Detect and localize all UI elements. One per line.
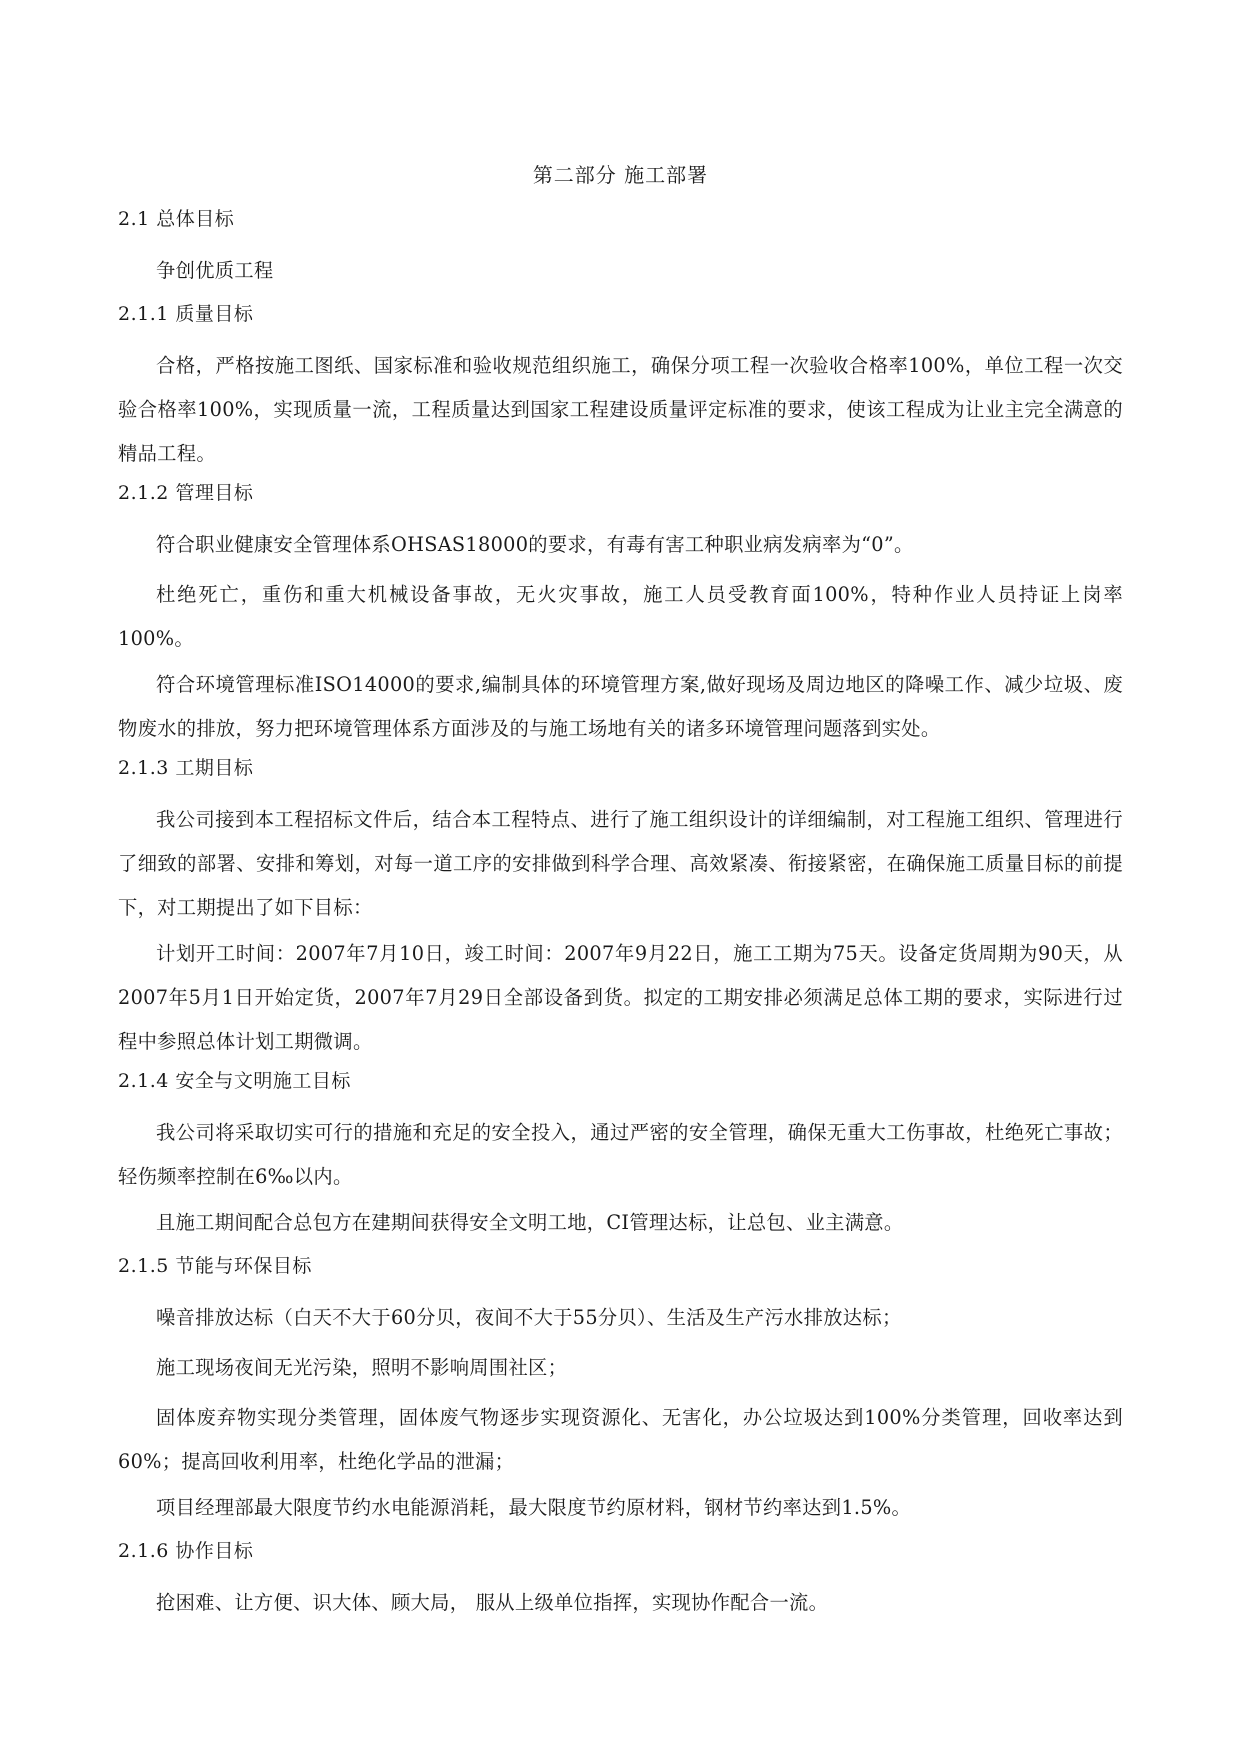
section-paragraph: 符合职业健康安全管理体系OHSAS18000的要求，有毒有害工种职业病发病率为“0”。 [156,533,914,556]
section-heading: 2.1.3 工期目标 [118,757,254,779]
section-paragraph: 项目经理部最大限度节约水电能源消耗，最大限度节约原材料，钢材节约率达到1.5%。 [156,1496,912,1519]
section-paragraph: 杜绝死亡，重伤和重大机械设备事故，无火灾事故，施工人员受教育面100%，特种作业人员持证上岗率100%。 [118,583,1123,650]
section-paragraph: 我公司接到本工程招标文件后，结合本工程特点、进行了施工组织设计的详细编制，对工程施工组织、管理进行了细致的部署、安排和筹划，对每一道工序的安排做到科学合理、高效紧凑、衔接紧密，在确保施工质量目标的前提下，对工期提出了如下目标： [118,808,1123,919]
section-heading: 2.1.4 安全与文明施工目标 [118,1070,351,1092]
document-title: 第二部分 施工部署 [532,163,709,187]
section-heading: 2.1.6 协作目标 [118,1540,254,1562]
section-energy-environment-goal [118,1251,1123,1530]
section-paragraph: 固体废弃物实现分类管理，固体废气物逐步实现资源化、无害化，办公垃圾达到100%分类管理，回收率达到60%；提高回收利用率，杜绝化学品的泄漏； [118,1406,1123,1473]
section-schedule-goal [118,753,1123,1064]
section-heading: 2.1.1 质量目标 [118,303,254,325]
section-paragraph: 争创优质工程 [156,259,274,282]
section-paragraph: 施工现场夜间无光污染，照明不影响周围社区； [156,1356,568,1379]
section-quality-goal [118,299,1123,476]
section-paragraph: 且施工期间配合总包方在建期间获得安全文明工地，CI管理达标，让总包、业主满意。 [156,1211,904,1234]
section-overall-goal [118,204,1123,293]
section-management-goal [118,478,1123,751]
section-heading: 2.1.5 节能与环保目标 [118,1255,312,1277]
section-heading: 2.1 总体目标 [118,208,235,230]
section-heading: 2.1.2 管理目标 [118,482,254,504]
section-cooperation-goal [118,1536,1123,1625]
section-paragraph: 噪音排放达标（白天不大于60分贝，夜间不大于55分贝）、生活及生产污水排放达标； [156,1306,902,1329]
section-paragraph: 我公司将采取切实可行的措施和充足的安全投入，通过严密的安全管理，确保无重大工伤事故，杜绝死亡事故；轻伤频率控制在6‰以内。 [118,1121,1123,1188]
section-paragraph: 计划开工时间：2007年7月10日，竣工时间：2007年9月22日，施工工期为75天。设备定货周期为90天，从2007年5月1日开始定货，2007年7月29日全部设备到货。拟定的工期安排必须满足总体工期的要求，实际进行过程中参照总体计划工期微调。 [118,942,1123,1053]
document-page [118,160,1123,1631]
section-paragraph: 符合环境管理标准ISO14000的要求,编制具体的环境管理方案,做好现场及周边地区的降噪工作、减少垃圾、废物废水的排放，努力把环境管理体系方面涉及的与施工场地有关的诸多环境管理问题落到实处。 [118,673,1123,740]
section-paragraph: 合格，严格按施工图纸、国家标准和验收规范组织施工，确保分项工程一次验收合格率100%，单位工程一次交验合格率100%，实现质量一流，工程质量达到国家工程建设质量评定标准的要求，使该工程成为让业主完全满意的精品工程。 [118,354,1123,465]
section-safety-goal [118,1066,1123,1245]
section-paragraph: 抢困难、让方便、识大体、顾大局， 服从上级单位指挥，实现协作配合一流。 [156,1591,829,1614]
